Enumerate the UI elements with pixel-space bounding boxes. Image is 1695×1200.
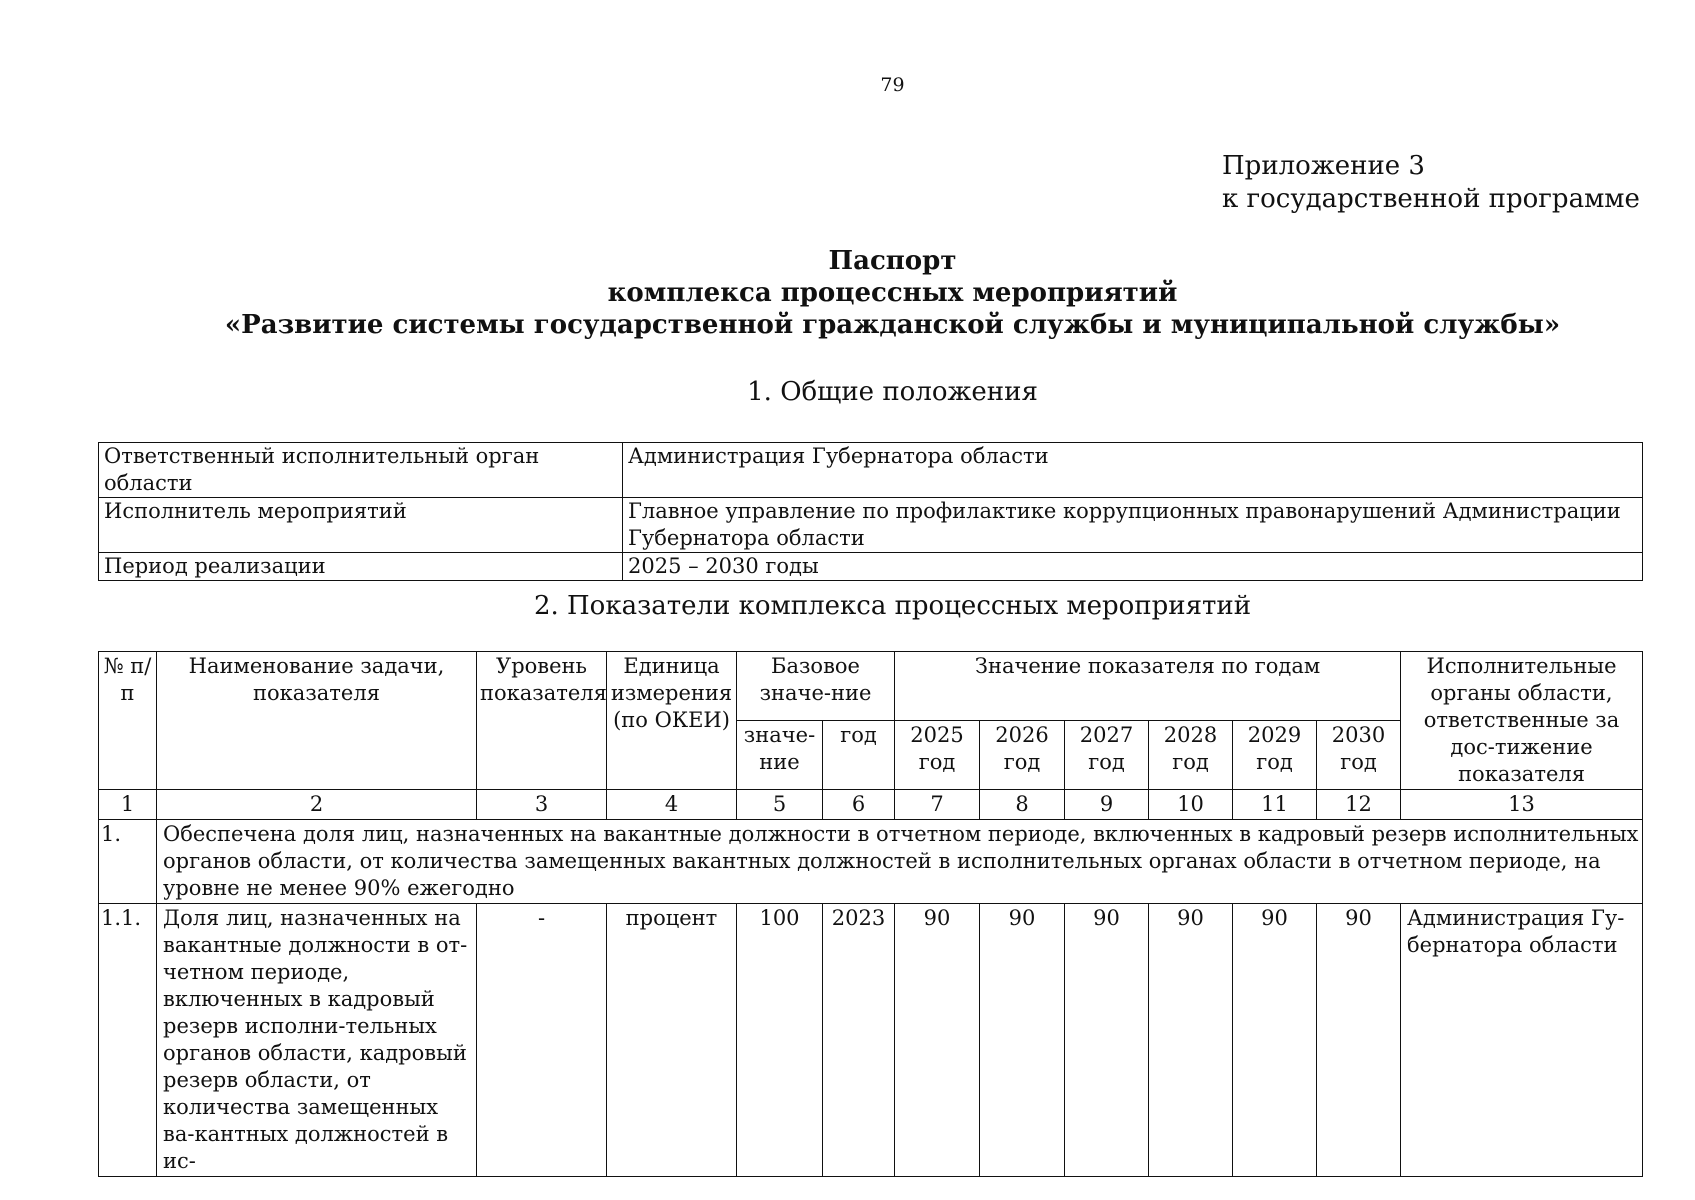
- task-num: 1.: [99, 820, 157, 904]
- header-unit: Единица измерения (по ОКЕИ): [607, 652, 737, 790]
- column-number: 2: [157, 790, 477, 820]
- column-number: 4: [607, 790, 737, 820]
- general-provisions-table: [98, 442, 1643, 581]
- header-base: Базовое значе-ние: [737, 652, 895, 721]
- header-num: № п/п: [99, 652, 157, 790]
- general-label: Исполнитель мероприятий: [99, 498, 623, 553]
- header-base-value: значе-ние: [737, 721, 823, 790]
- header-level: Уровень показателя: [477, 652, 607, 790]
- indicator-value-2026: 90: [980, 904, 1065, 1177]
- task-text: Обеспечена доля лиц, назначенных на вакантные должности в отчетном периоде, включенных в кадровый резерв исполнительных органов области, от количества замещенных вакантных должностей в исполнительных органах области в отчетном периоде, на уровне не менее 90% ежегодно: [157, 820, 1643, 904]
- section-2-title: 2. Показатели комплекса процессных мероприятий: [533, 591, 1252, 621]
- column-number-row: [99, 790, 1643, 820]
- table-row: [99, 498, 1643, 553]
- column-number: 10: [1149, 790, 1233, 820]
- indicator-value-2029: 90: [1233, 904, 1317, 1177]
- header-year-2027: 2027 год: [1065, 721, 1149, 790]
- indicator-num: 1.1.: [99, 904, 157, 1177]
- indicator-unit: процент: [607, 904, 737, 1177]
- general-value: Администрация Губернатора области: [623, 443, 1643, 498]
- indicator-name: Доля лиц, назначенных на вакантные должности в от-четном периоде, включенных в кадровый резерв исполни-тельных органов области, кадровый резерв области, от количества замещенных ва-кантных должностей в ис-: [157, 904, 477, 1177]
- column-number: 9: [1065, 790, 1149, 820]
- header-year-2026: 2026 год: [980, 721, 1065, 790]
- column-number: 12: [1317, 790, 1401, 820]
- column-number: 8: [980, 790, 1065, 820]
- header-year-2025: 2025 год: [895, 721, 980, 790]
- general-value: 2025 – 2030 годы: [623, 553, 1643, 581]
- general-label: Период реализации: [99, 553, 623, 581]
- header-year-2029: 2029 год: [1233, 721, 1317, 790]
- column-number: 5: [737, 790, 823, 820]
- column-number: 7: [895, 790, 980, 820]
- document-title: [0, 245, 1695, 341]
- header-name: Наименование задачи, показателя: [157, 652, 477, 790]
- indicator-value-2027: 90: [1065, 904, 1149, 1177]
- header-base-year: год: [823, 721, 895, 790]
- appendix-line-1: Приложение 3: [1222, 151, 1425, 181]
- indicator-level: -: [477, 904, 607, 1177]
- header-year-2028: 2028 год: [1149, 721, 1233, 790]
- indicator-base-year: 2023: [823, 904, 895, 1177]
- header-responsible: Исполнительные органы области, ответственные за дос-тижение показателя: [1401, 652, 1643, 790]
- appendix-caption: [1222, 150, 1640, 216]
- title-line-1: Паспорт: [828, 246, 957, 276]
- header-values-by-year: Значение показателя по годам: [895, 652, 1401, 721]
- indicator-row: [99, 904, 1643, 1177]
- column-number: 13: [1401, 790, 1643, 820]
- column-number: 1: [99, 790, 157, 820]
- indicator-responsible: Администрация Гу-бернатора области: [1401, 904, 1643, 1177]
- title-line-3: «Развитие системы государственной гражданской службы и муниципальной службы»: [224, 310, 1561, 340]
- header-row: [99, 652, 1643, 721]
- indicator-base-value: 100: [737, 904, 823, 1177]
- column-number: 6: [823, 790, 895, 820]
- column-number: 11: [1233, 790, 1317, 820]
- header-year-2030: 2030 год: [1317, 721, 1401, 790]
- title-line-2: комплекса процессных мероприятий: [607, 278, 1178, 308]
- table-row: [99, 443, 1643, 498]
- indicator-value-2025: 90: [895, 904, 980, 1177]
- appendix-line-2: к государственной программе: [1222, 184, 1640, 214]
- indicator-value-2028: 90: [1149, 904, 1233, 1177]
- indicator-value-2030: 90: [1317, 904, 1401, 1177]
- task-row: [99, 820, 1643, 904]
- general-value: Главное управление по профилактике коррупционных правонарушений Администрации Губернатора области: [623, 498, 1643, 553]
- table-row: [99, 553, 1643, 581]
- column-number: 3: [477, 790, 607, 820]
- general-label: Ответственный исполнительный орган области: [99, 443, 623, 498]
- page-number: 79: [880, 74, 905, 96]
- section-1-title: 1. Общие положения: [747, 377, 1038, 407]
- indicators-table: [98, 651, 1643, 1177]
